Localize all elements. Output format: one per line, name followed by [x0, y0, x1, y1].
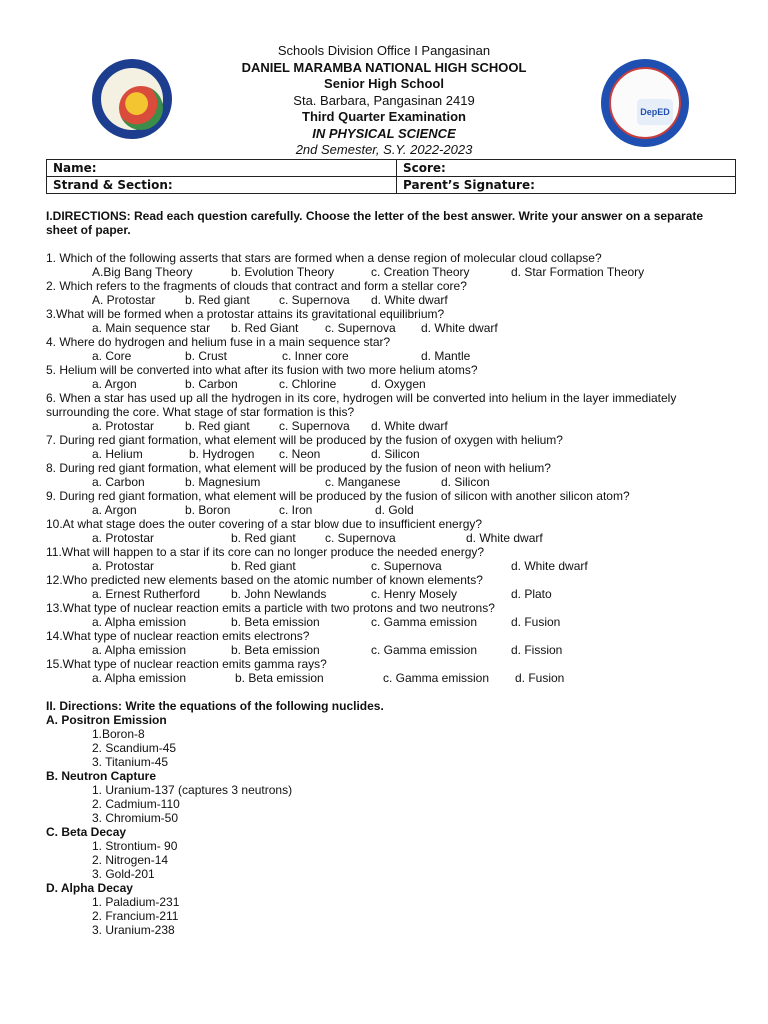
question-text: 4. Where do hydrogen and helium fuse in a main sequence star?	[46, 335, 391, 349]
answer-choice: a. Protostar	[92, 559, 155, 573]
answer-choices	[46, 559, 736, 573]
answer-choice: c. Gamma emission	[371, 643, 478, 657]
part2-directions: II. Directions: Write the equations of the following nuclides.	[46, 699, 384, 713]
answer-choice: a. Protostar	[92, 419, 155, 433]
nuclide-item: 2. Nitrogen-14	[92, 853, 169, 867]
school-seal: DepED	[601, 59, 689, 147]
answer-choice: c. Supernova	[325, 321, 396, 335]
answer-choice: c. Neon	[279, 447, 321, 461]
answer-choice: a. Argon	[92, 503, 137, 517]
school-address: Sta. Barbara, Pangasinan 2419	[293, 92, 475, 108]
question-text: 6. When a star has used up all the hydrogen in its core, hydrogen will be converted into helium in the layer immediately surrounding the core. What stage of star formation is this?	[46, 391, 677, 419]
question-text: 14.What type of nuclear reaction emits electrons?	[46, 629, 310, 643]
exam-header	[0, 43, 768, 159]
answer-choice: a. Helium	[92, 447, 143, 461]
answer-choice: c. Supernova	[279, 419, 350, 433]
question-text: 8. During red giant formation, what element will be produced by the fusion of neon with helium?	[46, 461, 551, 475]
part1-directions: I.DIRECTIONS: Read each question carefully. Choose the letter of the best answer. Write your answer on a separate sheet of paper.	[46, 209, 704, 237]
question-text: 10.At what stage does the outer covering of a star blow due to insufficient energy?	[46, 517, 483, 531]
student-info-table	[46, 159, 736, 194]
answer-choice: d. Fusion	[515, 671, 565, 685]
answer-choice: A.Big Bang Theory	[92, 265, 193, 279]
nuclide-item: 2. Scandium-45	[92, 741, 177, 755]
nuclide-item: 2. Francium-211	[92, 909, 179, 923]
school-name: DANIEL MARAMBA NATIONAL HIGH SCHOOL	[241, 59, 527, 75]
answer-choice: d. Fusion	[511, 615, 561, 629]
nuclide-item: 1.Boron-8	[92, 727, 145, 741]
question-text: 2. Which refers to the fragments of clouds that contract and form a stellar core?	[46, 279, 467, 293]
question-text: 5. Helium will be converted into what after its fusion with two more helium atoms?	[46, 363, 478, 377]
answer-choice: b. Beta emission	[231, 615, 320, 629]
school-year: 2nd Semester, S.Y. 2022-2023	[295, 142, 473, 157]
answer-choice: b. John Newlands	[231, 587, 327, 601]
answer-choice: c. Gamma emission	[383, 671, 490, 685]
answer-choice: c. Creation Theory	[371, 265, 470, 279]
answer-choice: a. Ernest Rutherford	[92, 587, 201, 601]
school-level: Senior High School	[324, 76, 444, 91]
answer-choice: d. Plato	[511, 587, 552, 601]
answer-choice: d. Mantle	[421, 349, 471, 363]
answer-choice: c. Manganese	[325, 475, 401, 489]
nuclide-item: 2. Cadmium-110	[92, 797, 180, 811]
answer-choices	[46, 615, 736, 629]
answer-choice: b. Red giant	[231, 531, 296, 545]
answer-choice: a. Core	[92, 349, 132, 363]
answer-choice: b. Beta emission	[231, 643, 320, 657]
answer-choice: a. Protostar	[92, 531, 155, 545]
answer-choice: d. White dwarf	[421, 321, 498, 335]
answer-choice: c. Chlorine	[279, 377, 337, 391]
nuclide-sections	[46, 713, 736, 937]
question-text: 13.What type of nuclear reaction emits a particle with two protons and two neutrons?	[46, 601, 495, 615]
answer-choice: d. Gold	[375, 503, 414, 517]
answer-choice: a. Alpha emission	[92, 643, 187, 657]
answer-choices	[46, 447, 736, 461]
answer-choice: c. Inner core	[282, 349, 349, 363]
nuclide-item: 1. Paladium-231	[92, 895, 180, 909]
exam-subject: IN PHYSICAL SCIENCE	[312, 125, 456, 141]
answer-choices	[46, 293, 736, 307]
exam-title: Third Quarter Examination	[302, 109, 466, 124]
answer-choice: d. White dwarf	[371, 293, 448, 307]
answer-choice: a. Alpha emission	[92, 615, 187, 629]
answer-choices	[46, 349, 736, 363]
section-title: D. Alpha Decay	[46, 881, 133, 895]
answer-choice: d. Fission	[511, 643, 563, 657]
answer-choice: a. Carbon	[92, 475, 145, 489]
answer-choice: d. Silicon	[371, 447, 420, 461]
answer-choice: d. Silicon	[441, 475, 490, 489]
answer-choice: b. Hydrogen	[189, 447, 255, 461]
question-text: 1. Which of the following asserts that stars are formed when a dense region of molecular cloud collapse?	[46, 251, 602, 265]
question-text: 9. During red giant formation, what element will be produced by the fusion of silicon with another silicon atom?	[46, 489, 630, 503]
nuclide-item: 1. Strontium- 90	[92, 839, 178, 853]
strand-section-field[interactable]: Strand & Section:	[47, 177, 397, 194]
answer-choices	[46, 587, 736, 601]
answer-choice: d. White dwarf	[466, 531, 543, 545]
answer-choice: A. Protostar	[92, 293, 156, 307]
answer-choice: b. Boron	[185, 503, 231, 517]
division-office: Schools Division Office I Pangasinan	[277, 43, 491, 58]
answer-choice: b. Red giant	[231, 559, 296, 573]
parent-signature-field[interactable]: Parent’s Signature:	[397, 177, 736, 194]
nuclide-item: 3. Uranium-238	[92, 923, 175, 937]
section-title: C. Beta Decay	[46, 825, 127, 839]
answer-choices	[46, 643, 736, 657]
answer-choices	[46, 475, 736, 489]
answer-choice: d. White dwarf	[371, 419, 448, 433]
nuclide-item: 1. Uranium-137 (captures 3 neutrons)	[92, 783, 293, 797]
answer-choice: b. Crust	[185, 349, 228, 363]
section-title: B. Neutron Capture	[46, 769, 157, 783]
answer-choice: b. Carbon	[185, 377, 238, 391]
nuclide-item: 3. Chromium-50	[92, 811, 179, 825]
answer-choice: b. Red giant	[185, 293, 250, 307]
answer-choices	[46, 671, 736, 685]
answer-choice: a. Argon	[92, 377, 137, 391]
answer-choices	[46, 531, 736, 545]
answer-choice: b. Magnesium	[185, 475, 261, 489]
answer-choice: b. Red Giant	[231, 321, 299, 335]
exam-content	[46, 209, 736, 937]
answer-choice: b. Beta emission	[235, 671, 324, 685]
answer-choice: a. Main sequence star	[92, 321, 211, 335]
answer-choice: c. Supernova	[279, 293, 350, 307]
answer-choice: c. Iron	[279, 503, 313, 517]
question-text: 7. During red giant formation, what element will be produced by the fusion of oxygen with helium?	[46, 433, 563, 447]
answer-choice: d. White dwarf	[511, 559, 588, 573]
score-field[interactable]: Score:	[397, 160, 736, 177]
answer-choice: a. Alpha emission	[92, 671, 187, 685]
answer-choices	[46, 503, 736, 517]
question-text: 11.What will happen to a star if its core can no longer produce the needed energy?	[46, 545, 485, 559]
answer-choices	[46, 265, 736, 279]
answer-choice: b. Red giant	[185, 419, 250, 433]
question-text: 3.What will be formed when a protostar attains its gravitational equilibrium?	[46, 307, 445, 321]
answer-choice: c. Henry Mosely	[371, 587, 458, 601]
answer-choice: c. Supernova	[371, 559, 442, 573]
answer-choices	[46, 377, 736, 391]
answer-choice: c. Gamma emission	[371, 615, 478, 629]
nuclide-item: 3. Gold-201	[92, 867, 155, 881]
name-field[interactable]: Name:	[47, 160, 397, 177]
answer-choices	[46, 419, 736, 433]
nuclide-item: 3. Titanium-45	[92, 755, 169, 769]
answer-choice: c. Supernova	[325, 531, 396, 545]
answer-choice: d. Star Formation Theory	[511, 265, 645, 279]
answer-choices	[46, 321, 736, 335]
question-list	[46, 251, 736, 685]
answer-choice: b. Evolution Theory	[231, 265, 335, 279]
answer-choice: d. Oxygen	[371, 377, 426, 391]
question-text: 15.What type of nuclear reaction emits gamma rays?	[46, 657, 327, 671]
question-text: 12.Who predicted new elements based on the atomic number of known elements?	[46, 573, 483, 587]
section-title: A. Positron Emission	[46, 713, 167, 727]
